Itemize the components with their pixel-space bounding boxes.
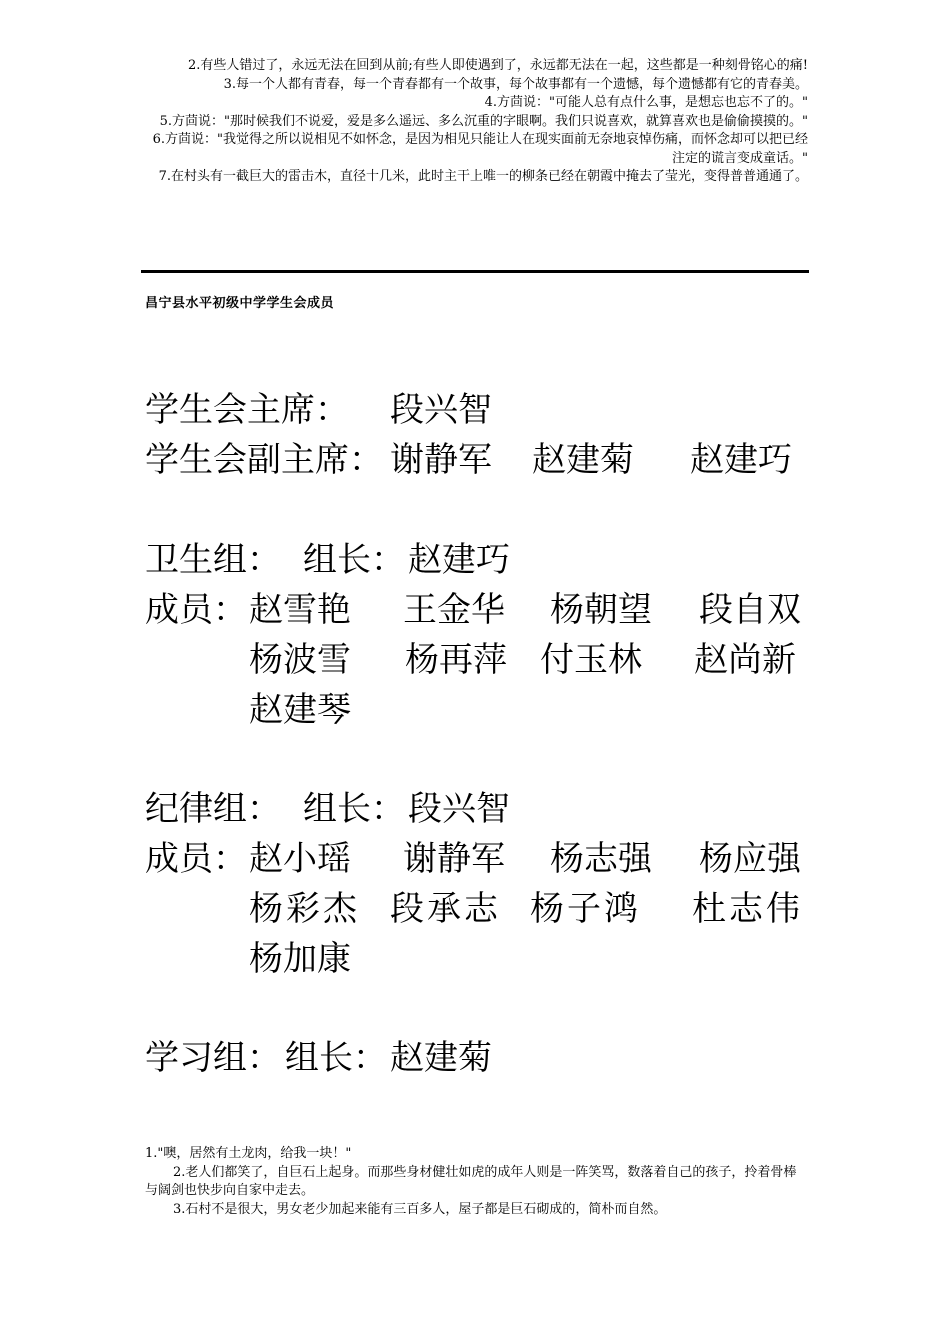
chairman-label: 学生会主席： xyxy=(145,390,349,430)
horizontal-rule xyxy=(141,270,809,273)
discipline-member: 杨加康 xyxy=(249,939,351,979)
discipline-member: 谢静军 xyxy=(403,839,505,879)
top-note-6: 6.方茴说："我觉得之所以说相见不如怀念，是因为相见只能让人在现实面前无奈地哀悼伤痛，而怀念却可以把已经注定的谎言变成童话。" xyxy=(152,132,808,166)
hygiene-member: 赵雪艳 xyxy=(249,590,351,630)
discipline-leader-name: 段兴智 xyxy=(408,789,510,829)
bottom-notes xyxy=(145,1145,808,1219)
study-group-label: 学习组： xyxy=(145,1038,281,1078)
vice-chairman-name: 赵建菊 xyxy=(532,440,634,480)
bottom-note-3: 3.石村不是很大，男女老少加起来能有三百多人，屋子都是巨石砌成的，简朴而自然。 xyxy=(173,1201,667,1217)
hygiene-member: 杨波雪 xyxy=(249,640,351,680)
school-title: 昌宁县水平初级中学学生会成员 xyxy=(145,296,335,311)
vice-chairman-label: 学生会副主席： xyxy=(145,440,383,480)
top-note-2: 2.有些人错过了，永远无法在回到从前;有些人即使遇到了，永远都无法在一起，这些都是一种刻骨铭心的痛! xyxy=(187,58,808,73)
discipline-member: 杜志伟 xyxy=(692,889,803,929)
hygiene-members-label: 成员： xyxy=(145,590,247,630)
top-notes xyxy=(145,57,808,187)
hygiene-member: 付玉林 xyxy=(540,640,642,680)
discipline-leader-label: 组长： xyxy=(303,789,405,829)
hygiene-leader-label: 组长： xyxy=(303,540,405,580)
hygiene-member: 杨再萍 xyxy=(405,640,507,680)
hygiene-group-label: 卫生组： xyxy=(145,540,281,580)
top-note-4: 4.方茴说："可能人总有点什么事，是想忘也忘不了的。" xyxy=(484,95,808,110)
discipline-member: 杨应强 xyxy=(699,839,801,879)
discipline-group-label: 纪律组： xyxy=(145,789,281,829)
chairman-name: 段兴智 xyxy=(390,390,492,430)
hygiene-member: 段自双 xyxy=(699,590,801,630)
top-note-5: 5.方茴说："那时候我们不说爱，爱是多么遥远、多么沉重的字眼啊。我们只说喜欢，就算喜欢也是偷偷摸摸的。" xyxy=(159,113,808,129)
discipline-member: 杨志强 xyxy=(550,839,652,879)
hygiene-member: 赵建琴 xyxy=(249,690,351,730)
discipline-member: 杨彩杰 xyxy=(249,889,360,929)
discipline-member: 段承志 xyxy=(390,889,501,929)
top-note-7: 7.在村头有一截巨大的雷击木，直径十几米，此时主干上唯一的柳条已经在朝霞中掩去了莹光，变得普普通通了。 xyxy=(158,169,808,184)
discipline-member: 赵小瑶 xyxy=(249,839,351,879)
vice-chairman-name: 谢静军 xyxy=(390,440,492,480)
bottom-note-1: 1."噢，居然有土龙肉，给我一块！" xyxy=(145,1146,352,1161)
hygiene-leader-name: 赵建巧 xyxy=(408,540,510,580)
discipline-members-label: 成员： xyxy=(145,839,247,879)
hygiene-member: 王金华 xyxy=(403,590,505,630)
study-leader-label: 组长： xyxy=(285,1038,387,1078)
top-note-3: 3.每一个人都有青春，每一个青春都有一个故事，每个故事都有一个遗憾，每个遗憾都有它的青春美。 xyxy=(223,76,808,92)
study-leader-name: 赵建菊 xyxy=(390,1038,492,1078)
hygiene-member: 杨朝望 xyxy=(550,590,652,630)
hygiene-member: 赵尚新 xyxy=(694,640,796,680)
discipline-member: 杨子鸿 xyxy=(530,889,641,929)
bottom-note-2: 2.老人们都笑了，自巨石上起身。而那些身材健壮如虎的成年人则是一阵笑骂，数落着自己的孩子，拎着骨棒与阔剑也快步向自家中走去。 xyxy=(145,1164,797,1198)
vice-chairman-name: 赵建巧 xyxy=(690,440,792,480)
